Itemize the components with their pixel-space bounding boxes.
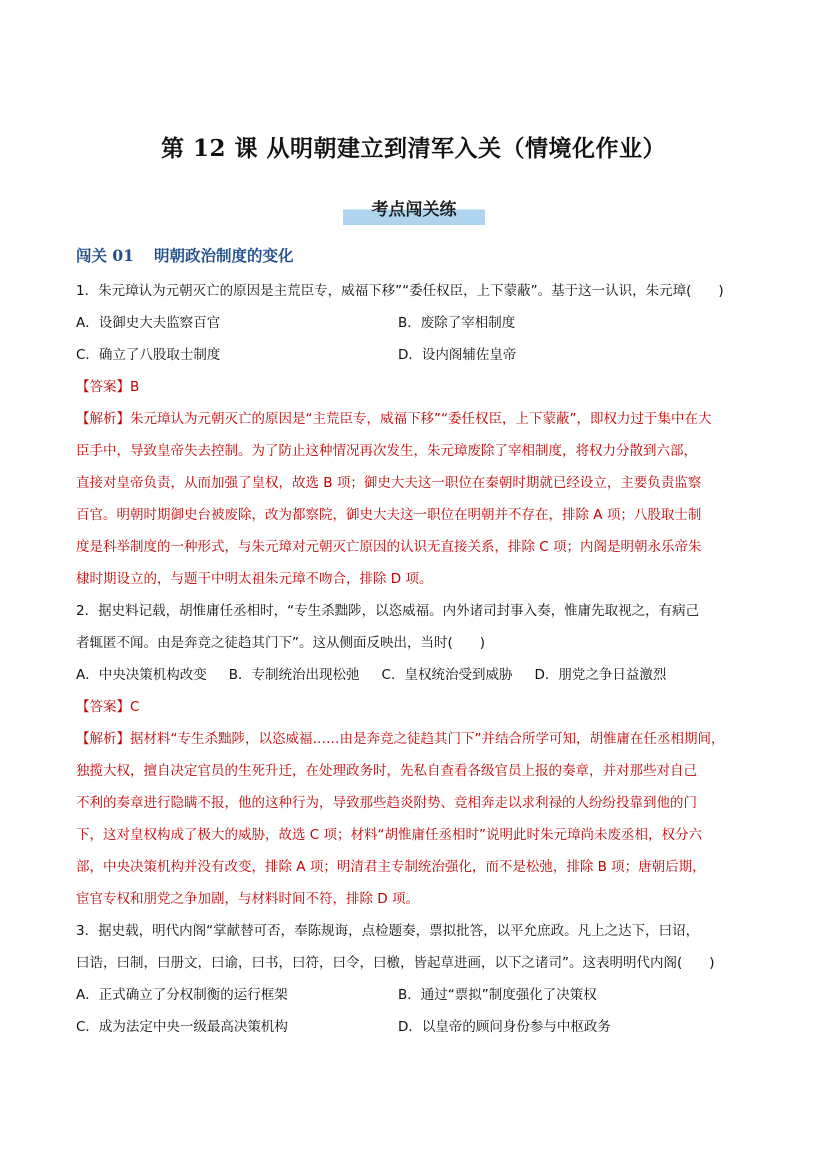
- option-b: B．专制统治出现松弛: [228, 667, 360, 683]
- options-row: [76, 1016, 756, 1048]
- explanation-line: 棣时期设立的，与题干中明太祖朱元璋不吻合，排除 D 项。: [76, 571, 433, 587]
- question-stem-line: 3．据史载，明代内阁“掌献替可否，奉陈规诲，点检题奏，票拟批答，以平允庶政。凡上之达下，曰诏，: [76, 923, 700, 939]
- explanation-line: 臣手中，导致皇帝失去控制。为了防止这种情况再次发生，朱元璋废除了宰相制度，将权力分散到六部，: [76, 443, 697, 459]
- question-2: [76, 600, 756, 920]
- option-b: B．废除了宰相制度: [398, 315, 516, 331]
- question-1: [76, 280, 756, 600]
- answer-line: [76, 376, 756, 408]
- question-3: [76, 920, 756, 1048]
- option-a: A．中央决策机构改变: [76, 667, 207, 683]
- option-a: A．正式确立了分权制衡的运行框架: [76, 987, 288, 1003]
- options-row: [76, 984, 756, 1016]
- option-c: C．确立了八股取士制度: [76, 347, 221, 363]
- explanation-line: 独揽大权，擅自决定官员的生死升迁，在处理政务时，先私自查看各级官员上报的奏章，并对那些对自己: [76, 763, 697, 779]
- explanation-line: 下，这对皇权构成了极大的威胁，故选 C 项；材料“胡惟庸任丞相时”说明此时朱元璋尚未废丞相，权分六: [76, 827, 702, 843]
- option-d: D．设内阁辅佐皇帝: [398, 347, 517, 363]
- explanation-tag: 【解析】: [76, 411, 130, 427]
- section-label: 明朝政治制度的变化: [153, 246, 294, 265]
- explanation-line: 度是科举制度的一种形式，与朱元璋对元朝灭亡原因的认识无直接关系，排除 C 项；内阁是明朝永乐帝朱: [76, 539, 702, 555]
- options-row: [76, 312, 756, 344]
- section-banner: 考点闯关练: [343, 197, 485, 225]
- answer-tag: 【答案】: [76, 699, 130, 715]
- explanation-line: 直接对皇帝负责，从而加强了皇权，故选 B 项；御史大夫这一职位在秦朝时期就已经设立，主要负责监察: [76, 475, 702, 491]
- section-heading: [76, 244, 293, 266]
- explanation-line: 【解析】据材料“专生杀黜陟，以恣威福……由是奔竞之徒趋其门下”并结合所学可知，胡惟庸在任丞相期间，: [76, 731, 725, 747]
- explanation-tag: 【解析】: [76, 731, 130, 747]
- option-d: D．以皇帝的顾问身份参与中枢政务: [398, 1019, 611, 1035]
- explanation: [76, 728, 756, 920]
- question-stem-line: 1．朱元璋认为元朝灭亡的原因是主荒臣专，威福下移”“委任权臣，上下蒙蔽”。基于这一认识，朱元璋( ): [76, 283, 724, 299]
- option-b: B．通过“票拟”制度强化了决策权: [398, 987, 597, 1003]
- answer-line: [76, 696, 756, 728]
- section-number: 闯关 01: [76, 246, 134, 265]
- page-title: 第 12 课 从明朝建立到清军入关（情境化作业）: [160, 135, 667, 162]
- explanation-line: 不利的奏章进行隐瞒不报，他的这种行为，导致那些趋炎附势、竞相奔走以求利禄的人纷纷投靠到他的门: [76, 795, 697, 811]
- option-d: D．朋党之争日益激烈: [534, 667, 667, 683]
- questions-content: [76, 280, 756, 1048]
- answer-tag: 【答案】: [76, 379, 130, 395]
- explanation-line: 【解析】朱元璋认为元朝灭亡的原因是“主荒臣专，威福下移”“委任权臣，上下蒙蔽”，即权力过于集中在大: [76, 411, 712, 427]
- explanation-line: 百官。明朝时期御史台被废除，改为都察院，御史大夫这一职位在明朝并不存在，排除 A 项；八股取士制: [76, 507, 702, 523]
- explanation-line: 部，中央决策机构并没有改变，排除 A 项；明清君主专制统治强化，而不是松弛，排除 B 项；唐朝后期，: [76, 859, 706, 875]
- explanation: [76, 408, 756, 600]
- answer-value: B: [130, 379, 140, 395]
- option-c: C．皇权统治受到威胁: [381, 667, 513, 683]
- option-a: A．设御史大夫监察百官: [76, 315, 221, 331]
- options-row: [76, 344, 756, 376]
- question-stem-line: 2．据史料记载，胡惟庸任丞相时，“专生杀黜陟，以恣威福。内外诸司封事入奏，惟庸先取视之，有病己: [76, 603, 700, 619]
- question-stem-line: 曰诰，曰制，曰册文，曰谕，曰书，曰符，曰令，曰檄，皆起草进画，以下之诸司”。这表明明代内阁( ): [76, 955, 715, 971]
- question-stem-line: 者辄匿不闻。由是奔竞之徒趋其门下”。这从侧面反映出，当时( ): [76, 635, 486, 651]
- options-row: [76, 664, 756, 696]
- explanation-line: 宦官专权和朋党之争加剧，与材料时间不符，排除 D 项。: [76, 891, 419, 907]
- option-c: C．成为法定中央一级最高决策机构: [76, 1019, 288, 1035]
- answer-value: C: [130, 699, 140, 715]
